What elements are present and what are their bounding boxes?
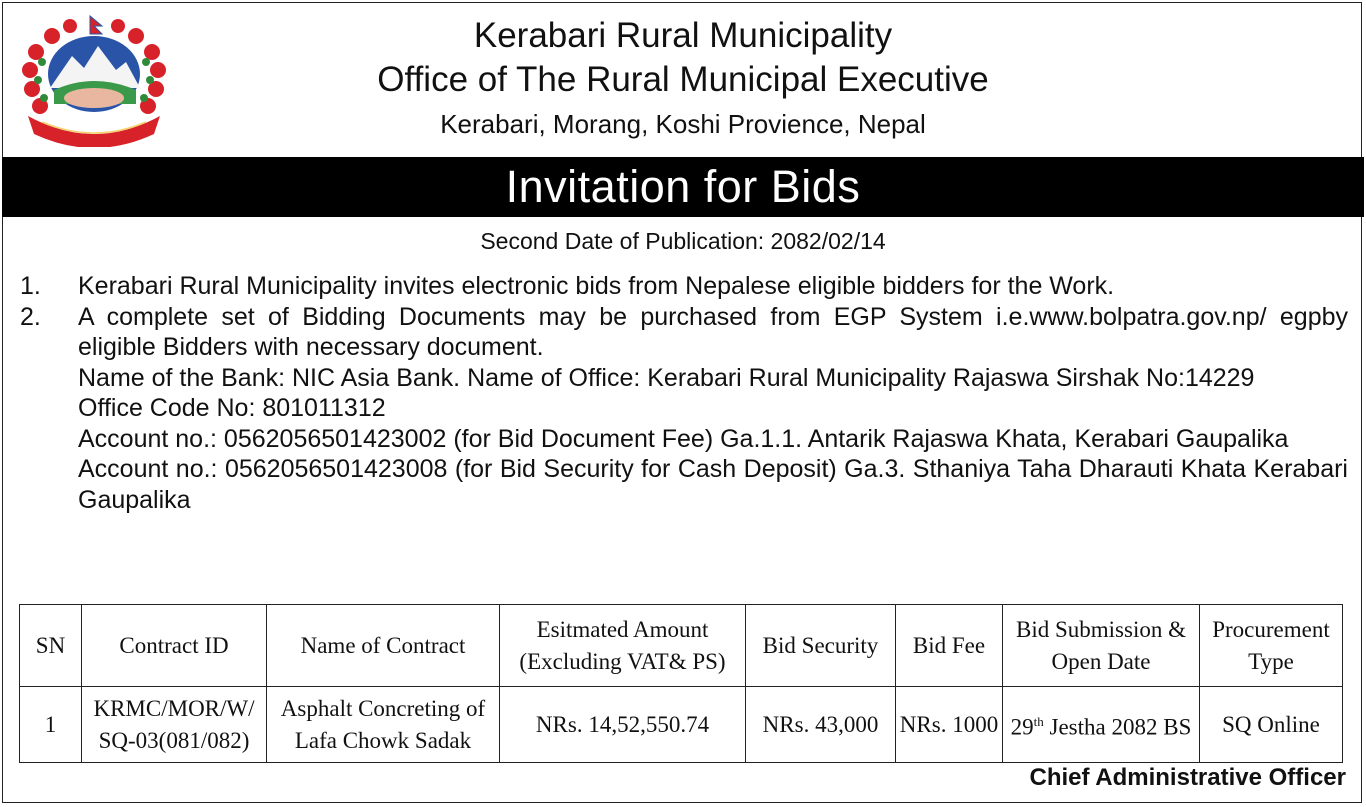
- cell-submission-date: [1003, 687, 1200, 763]
- cell-amount: NRs. 14,52,550.74: [500, 687, 746, 763]
- col-header-submission: [1003, 605, 1200, 687]
- signature-title: Chief Administrative Officer: [1029, 764, 1346, 791]
- item-number: 1.: [20, 272, 41, 300]
- notice-title: Invitation for Bids: [2, 157, 1364, 217]
- contract-name-line1: Asphalt Concreting of: [280, 695, 486, 721]
- table-header-row: [20, 605, 1343, 687]
- cell-security: NRs. 43,000: [746, 687, 896, 763]
- item-number: 2.: [20, 302, 41, 331]
- office-address: Kerabari, Morang, Koshi Provience, Nepal: [440, 109, 926, 139]
- col-header-procurement: [1200, 605, 1343, 687]
- contract-id-line2: SQ-03(081/082): [98, 727, 250, 753]
- procurement-header-line1: Procurement: [1212, 616, 1330, 642]
- amount-header-line2: (Excluding VAT& PS): [519, 648, 726, 674]
- cell-contract-id: [82, 687, 267, 763]
- item-line: Account no.: 0562056501423008 (for Bid Security for Cash Deposit) Ga.3. Sthaniya Taha Dharauti Khata Kerabari Gaupalika: [78, 455, 1348, 514]
- contract-id-line1: KRMC/MOR/W/: [93, 695, 255, 721]
- cell-procurement: SQ Online: [1200, 687, 1343, 763]
- col-header-security: Bid Security: [746, 605, 896, 687]
- cell-fee: NRs. 1000: [896, 687, 1003, 763]
- publication-date: Second Date of Publication: 2082/02/14: [480, 228, 886, 254]
- col-header-amount: [500, 605, 746, 687]
- date-suffix: th: [1033, 713, 1044, 729]
- office-name: Office of The Rural Municipal Executive: [377, 60, 989, 99]
- date-rest: Jestha 2082 BS: [1043, 714, 1192, 740]
- col-header-name: Name of Contract: [267, 605, 500, 687]
- item-line: Name of the Bank: NIC Asia Bank. Name of Office: Kerabari Rural Municipality Rajaswa Sirshak No:14229: [78, 363, 1255, 392]
- cell-sn: 1: [20, 687, 82, 763]
- item-line: Office Code No: 801011312: [78, 394, 386, 422]
- item-line: A complete set of Bidding Documents may be purchased from EGP System i.e.www.bolpatra.gov.np/ egpby eligible Bidders with necessary document.: [78, 302, 1348, 361]
- org-name: Kerabari Rural Municipality: [473, 16, 893, 55]
- submission-header-line1: Bid Submission &: [1016, 616, 1186, 642]
- col-header-fee: Bid Fee: [896, 605, 1003, 687]
- list-item: [20, 271, 1348, 302]
- col-header-contract-id: Contract ID: [82, 605, 267, 687]
- procurement-header-line2: Type: [1248, 648, 1294, 674]
- item-line: Kerabari Rural Municipality invites electronic bids from Nepalese eligible bidders for the Work.: [78, 272, 1115, 300]
- cell-name: [267, 687, 500, 763]
- nepal-emblem-icon: [14, 12, 174, 147]
- item-text: [78, 302, 1348, 516]
- notice-list: [20, 271, 1348, 515]
- contract-name-line2: Lafa Chowk Sadak: [294, 727, 472, 753]
- list-item: [20, 302, 1348, 516]
- date-day: 29: [1010, 714, 1034, 740]
- col-header-sn: SN: [20, 605, 82, 687]
- submission-header-line2: Open Date: [1051, 648, 1151, 674]
- amount-header-line1: Esitmated Amount: [536, 616, 709, 642]
- item-line: Account no.: 0562056501423002 (for Bid Document Fee) Ga.1.1. Antarik Rajaswa Khata, Kerabari Gaupalika: [78, 424, 1289, 453]
- item-text: [78, 271, 1348, 302]
- bids-table: [19, 604, 1343, 763]
- table-row: [20, 687, 1343, 763]
